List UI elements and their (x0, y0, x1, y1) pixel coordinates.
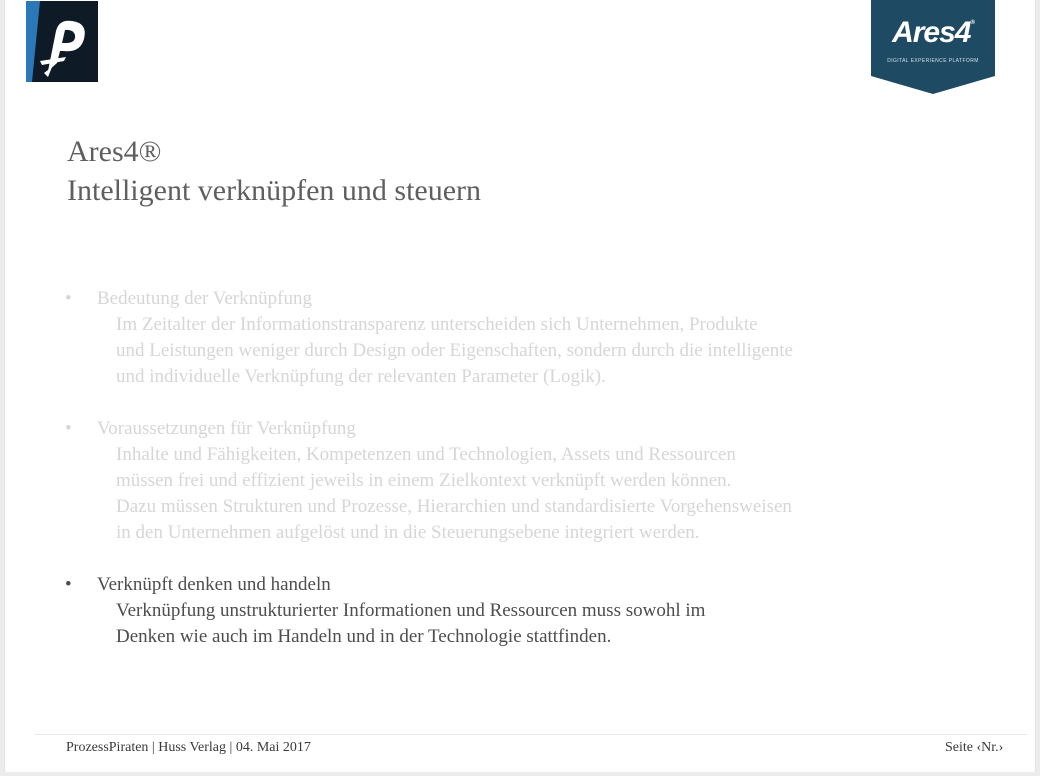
bullet-heading: Bedeutung der Verknüpfung (97, 288, 312, 309)
slide (4, 0, 1036, 772)
bullet-dot: • (65, 418, 72, 439)
bullet-heading: Verknüpft denken und handeln (97, 574, 331, 595)
bullet-dot: • (65, 288, 72, 309)
ares4-tagline: DIGITAL EXPERIENCE PLATFORM (887, 58, 979, 64)
bullet-text-line: Denken wie auch im Handeln und in der Technologie stattfinden. (116, 626, 612, 647)
prozesspiraten-p-logo-icon (26, 1, 98, 82)
bullet-text-line: Im Zeitalter der Informationstransparenz unterscheiden sich Unternehmen, Produkte (116, 314, 758, 335)
bullet-list (65, 286, 985, 650)
footer-divider (35, 734, 1027, 735)
prozesspiraten-logo (26, 1, 98, 82)
title-line-1: Ares4® (67, 135, 162, 168)
bullet-heading: Voraussetzungen für Verknüpfung (97, 418, 356, 439)
bullet-item-verknuepft (65, 572, 985, 650)
bullet-item-bedeutung (65, 286, 985, 390)
ares4-logo (871, 0, 995, 94)
bullet-text-line: in den Unternehmen aufgelöst und in die Steuerungsebene integriert werden. (116, 522, 700, 543)
bullet-text-line: Dazu müssen Strukturen und Prozesse, Hierarchien und standardisierte Vorgehensweisen (116, 496, 792, 517)
bullet-text-line: und individuelle Verknüpfung der relevanten Parameter (Logik). (116, 366, 606, 387)
slide-title (67, 132, 767, 210)
bullet-text-line: Verknüpfung unstrukturierter Informationen und Ressourcen muss sowohl im (116, 600, 706, 621)
ares4-brand: Ares4® (892, 16, 974, 49)
page-number: Seite ‹Nr.› (945, 740, 1004, 755)
title-line-2: Intelligent verknüpfen und steuern (67, 174, 482, 207)
bullet-text-line: und Leistungen weniger durch Design oder Eigenschaften, sondern durch die intelligente (116, 340, 793, 361)
bullet-text-line: Inhalte und Fähigkeiten, Kompetenzen und Technologien, Assets und Ressourcen (116, 444, 736, 465)
footer-info: ProzessPiraten | Huss Verlag | 04. Mai 2017 (66, 740, 311, 755)
bullet-text-line: müssen frei und effizient jeweils in einem Zielkontext verknüpft werden können. (116, 470, 732, 491)
bullet-dot: • (65, 574, 72, 595)
bullet-item-voraussetzungen (65, 416, 985, 546)
